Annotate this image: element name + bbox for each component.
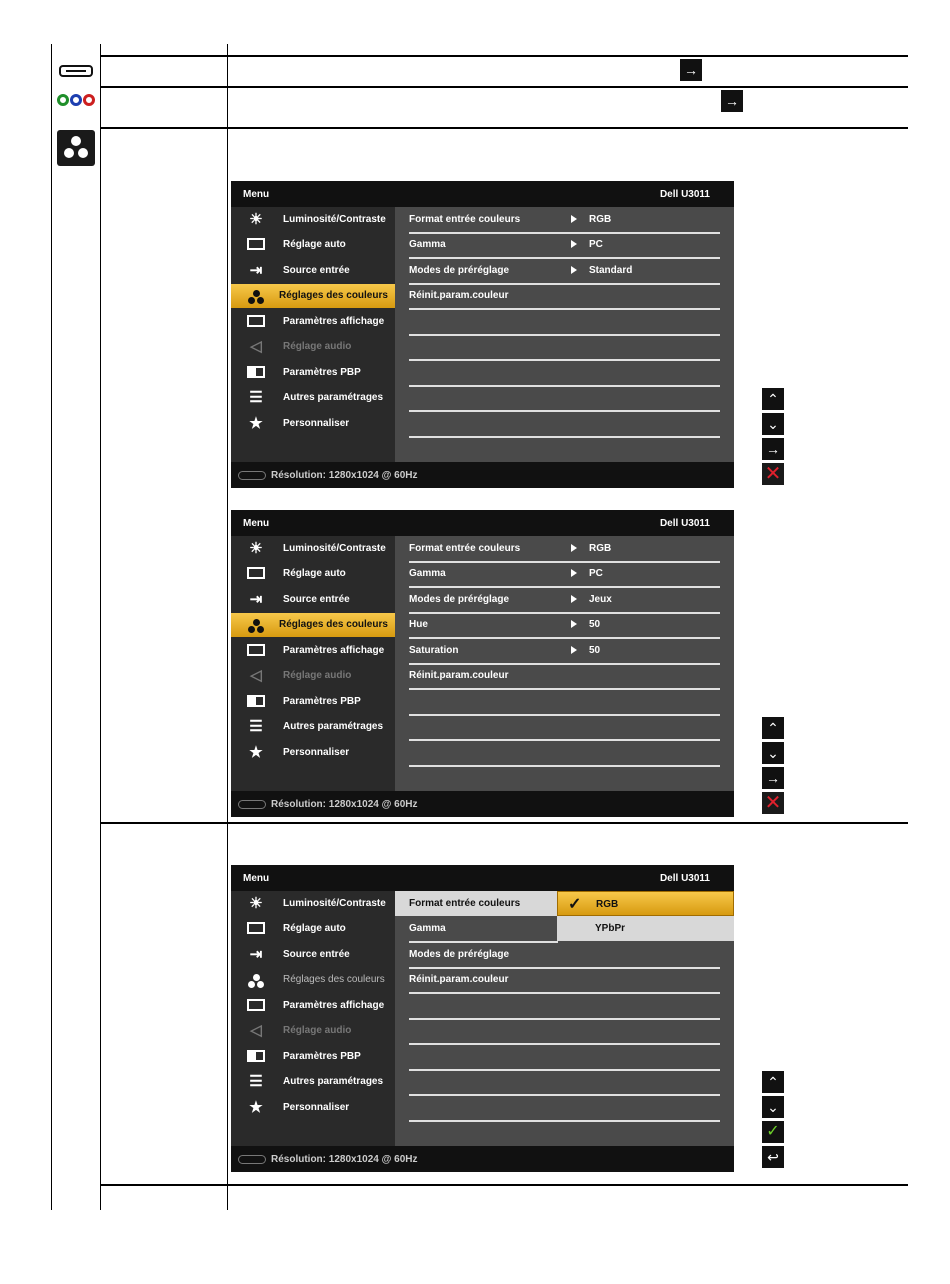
osd-menu-title: Menu bbox=[243, 189, 270, 200]
menu-item-pbp[interactable] bbox=[231, 1045, 395, 1069]
menu-item-personalize[interactable] bbox=[231, 1096, 395, 1120]
menu-item-auto-adjust[interactable] bbox=[231, 233, 395, 257]
menu-item-brightness[interactable] bbox=[231, 537, 395, 561]
setting-value: RGB bbox=[589, 214, 612, 225]
menu-item-label: Paramètres PBP bbox=[283, 1051, 361, 1062]
menu-item-display-settings[interactable] bbox=[231, 994, 395, 1018]
empty-row bbox=[409, 741, 720, 767]
menu-item-brightness[interactable] bbox=[231, 208, 395, 232]
menu-item-label: Paramètres affichage bbox=[283, 316, 385, 327]
setting-row[interactable] bbox=[409, 233, 720, 259]
up-button[interactable]: ⌃ bbox=[762, 717, 784, 739]
osd-header bbox=[231, 510, 734, 536]
menu-item-input-source[interactable] bbox=[231, 588, 395, 612]
confirm-button[interactable]: ✓ bbox=[762, 1121, 784, 1143]
setting-row[interactable] bbox=[409, 284, 720, 310]
setting-label: Réinit.param.couleur bbox=[409, 974, 509, 985]
color-settings-icon bbox=[245, 971, 267, 989]
menu-item-label: Personnaliser bbox=[283, 747, 350, 758]
input-source-icon: ⇥ bbox=[249, 262, 263, 279]
setting-row[interactable] bbox=[409, 562, 720, 588]
menu-item-audio bbox=[231, 335, 395, 359]
submenu-arrow-icon bbox=[571, 595, 577, 603]
submenu-arrow-icon bbox=[571, 266, 577, 274]
sliders-icon: ☰ bbox=[249, 1073, 263, 1090]
menu-item-pbp[interactable] bbox=[231, 690, 395, 714]
setting-row[interactable] bbox=[409, 208, 720, 234]
setting-row[interactable] bbox=[409, 613, 720, 639]
grid-line bbox=[100, 55, 908, 57]
menu-item-label: Réglage audio bbox=[283, 1025, 352, 1036]
brightness-icon: ☀ bbox=[249, 895, 263, 912]
submenu-arrow-icon bbox=[571, 646, 577, 654]
grid-line bbox=[100, 1184, 908, 1186]
menu-item-personalize[interactable] bbox=[231, 741, 395, 765]
menu-item-color-settings[interactable] bbox=[231, 284, 395, 308]
setting-row[interactable] bbox=[409, 664, 720, 690]
grid-line bbox=[100, 86, 908, 88]
input-source-icon: ⇥ bbox=[249, 591, 263, 608]
menu-item-input-source[interactable] bbox=[231, 259, 395, 283]
menu-item-personalize[interactable] bbox=[231, 412, 395, 436]
osd-model-name: Dell U3011 bbox=[659, 518, 710, 529]
auto-adjust-icon bbox=[245, 920, 267, 938]
option-ypbpr[interactable] bbox=[557, 916, 734, 941]
sliders-icon: ☰ bbox=[249, 389, 263, 406]
osd-body bbox=[231, 536, 734, 791]
empty-row bbox=[409, 386, 720, 412]
osd-body bbox=[231, 207, 734, 462]
back-button[interactable]: ↩ bbox=[762, 1146, 784, 1168]
up-button[interactable]: ⌃ bbox=[762, 1071, 784, 1093]
empty-row bbox=[409, 1045, 720, 1071]
option-rgb[interactable] bbox=[557, 891, 734, 916]
menu-item-label: Source entrée bbox=[283, 594, 350, 605]
selected-setting-row[interactable] bbox=[395, 891, 557, 916]
setting-value: PC bbox=[589, 568, 603, 579]
empty-row bbox=[409, 335, 720, 361]
osd-menu-title: Menu bbox=[243, 873, 270, 884]
osd-main-menu bbox=[231, 891, 395, 1146]
grid-line bbox=[227, 44, 228, 1210]
star-icon: ★ bbox=[249, 1099, 263, 1116]
display-settings-icon bbox=[245, 642, 267, 660]
setting-row[interactable] bbox=[409, 537, 720, 563]
setting-value: Standard bbox=[589, 265, 633, 276]
setting-label: Gamma bbox=[409, 568, 446, 579]
setting-row[interactable] bbox=[409, 259, 720, 285]
enter-button[interactable]: → bbox=[762, 438, 784, 460]
empty-row bbox=[409, 412, 720, 438]
enter-button[interactable]: → bbox=[762, 767, 784, 789]
osd-body bbox=[231, 891, 734, 1146]
submenu-arrow-icon bbox=[571, 620, 577, 628]
green-connector-icon bbox=[57, 94, 69, 106]
menu-item-display-settings[interactable] bbox=[231, 639, 395, 663]
menu-item-other-settings[interactable] bbox=[231, 1070, 395, 1094]
menu-item-label: Réglages des couleurs bbox=[279, 619, 388, 630]
menu-item-audio bbox=[231, 1019, 395, 1043]
osd-menu-color-settings-games bbox=[231, 510, 734, 817]
pbp-icon bbox=[245, 364, 267, 382]
osd-model-name: Dell U3011 bbox=[659, 873, 710, 884]
speaker-icon: ◁ bbox=[250, 338, 262, 355]
setting-row[interactable] bbox=[409, 639, 720, 665]
menu-item-label: Autres paramétrages bbox=[283, 392, 384, 403]
setting-label: Format entrée couleurs bbox=[409, 898, 521, 909]
osd-menu-color-settings bbox=[231, 181, 734, 488]
osd-menu-title: Menu bbox=[243, 518, 270, 529]
blue-connector-icon bbox=[70, 94, 82, 106]
setting-label: Format entrée couleurs bbox=[409, 543, 521, 554]
setting-label: Gamma bbox=[409, 239, 446, 250]
grid-line bbox=[100, 44, 101, 1210]
grid-line bbox=[100, 822, 908, 824]
color-settings-icon bbox=[245, 616, 267, 634]
empty-row bbox=[409, 310, 720, 336]
menu-item-label: Luminosité/Contraste bbox=[283, 214, 386, 225]
setting-value: RGB bbox=[589, 543, 612, 554]
down-button[interactable]: ⌄ bbox=[762, 1096, 784, 1118]
exit-button[interactable]: ✕ bbox=[762, 792, 784, 814]
option-label: YPbPr bbox=[595, 923, 626, 934]
hdmi-icon bbox=[59, 65, 93, 77]
menu-item-label: Personnaliser bbox=[283, 418, 350, 429]
setting-value: Jeux bbox=[589, 594, 612, 605]
auto-adjust-icon bbox=[245, 236, 267, 254]
empty-row bbox=[409, 690, 720, 716]
osd-header bbox=[231, 865, 734, 891]
menu-item-label: Réglages des couleurs bbox=[283, 974, 385, 985]
vga-icon bbox=[238, 800, 266, 809]
setting-row[interactable] bbox=[409, 968, 720, 994]
submenu-arrow-icon bbox=[571, 215, 577, 223]
setting-value: 50 bbox=[589, 645, 601, 656]
setting-label: Gamma bbox=[409, 923, 446, 934]
down-button[interactable]: ⌄ bbox=[762, 413, 784, 435]
empty-row bbox=[409, 1096, 720, 1122]
menu-item-display-settings[interactable] bbox=[231, 310, 395, 334]
menu-item-label: Personnaliser bbox=[283, 1102, 350, 1113]
osd-main-menu bbox=[231, 536, 395, 791]
star-icon: ★ bbox=[249, 415, 263, 432]
setting-value: PC bbox=[589, 239, 603, 250]
speaker-icon: ◁ bbox=[250, 667, 262, 684]
setting-label: Modes de préréglage bbox=[409, 949, 510, 960]
empty-row bbox=[409, 994, 720, 1020]
option-label: RGB bbox=[596, 899, 619, 910]
resolution-text: Résolution: 1280x1024 @ 60Hz bbox=[271, 470, 418, 481]
menu-item-label: Paramètres PBP bbox=[283, 696, 361, 707]
menu-item-input-source[interactable] bbox=[231, 943, 395, 967]
menu-item-label: Réglages des couleurs bbox=[279, 290, 388, 301]
menu-item-label: Réglage auto bbox=[283, 923, 346, 934]
speaker-icon: ◁ bbox=[250, 1022, 262, 1039]
vga-icon bbox=[238, 471, 266, 480]
resolution-text: Résolution: 1280x1024 @ 60Hz bbox=[271, 799, 418, 810]
menu-item-label: Autres paramétrages bbox=[283, 721, 384, 732]
empty-row bbox=[409, 1019, 720, 1045]
color-settings-icon bbox=[245, 287, 267, 305]
display-settings-icon bbox=[245, 313, 267, 331]
menu-item-label: Luminosité/Contraste bbox=[283, 543, 386, 554]
osd-main-menu bbox=[231, 207, 395, 462]
submenu-arrow-icon bbox=[571, 544, 577, 552]
menu-item-pbp[interactable] bbox=[231, 361, 395, 385]
setting-label: Modes de préréglage bbox=[409, 265, 510, 276]
menu-item-label: Source entrée bbox=[283, 949, 350, 960]
menu-item-label: Réglage audio bbox=[283, 341, 352, 352]
pbp-icon bbox=[245, 1048, 267, 1066]
grid-line bbox=[51, 44, 52, 1210]
setting-value: 50 bbox=[589, 619, 601, 630]
menu-item-audio bbox=[231, 664, 395, 688]
input-source-icon: ⇥ bbox=[249, 946, 263, 963]
up-button[interactable]: ⌃ bbox=[762, 388, 784, 410]
osd-model-name: Dell U3011 bbox=[659, 189, 710, 200]
osd-footer bbox=[231, 791, 734, 817]
menu-item-label: Réglage audio bbox=[283, 670, 352, 681]
grid-line bbox=[100, 127, 908, 129]
empty-row bbox=[409, 361, 720, 387]
setting-label: Saturation bbox=[409, 645, 459, 656]
enter-arrow-icon: → bbox=[721, 90, 743, 112]
setting-row[interactable] bbox=[409, 943, 720, 969]
setting-row[interactable] bbox=[409, 917, 558, 943]
down-button[interactable]: ⌄ bbox=[762, 742, 784, 764]
setting-label: Modes de préréglage bbox=[409, 594, 510, 605]
vga-icon bbox=[238, 1155, 266, 1164]
menu-item-label: Réglage auto bbox=[283, 568, 346, 579]
setting-label: Réinit.param.couleur bbox=[409, 290, 509, 301]
osd-menu-input-color-format bbox=[231, 865, 734, 1172]
menu-item-color-settings[interactable] bbox=[231, 613, 395, 637]
setting-label: Format entrée couleurs bbox=[409, 214, 521, 225]
empty-row bbox=[409, 1070, 720, 1096]
menu-item-auto-adjust[interactable] bbox=[231, 917, 395, 941]
menu-item-label: Luminosité/Contraste bbox=[283, 898, 386, 909]
menu-item-label: Paramètres affichage bbox=[283, 1000, 385, 1011]
menu-item-label: Réglage auto bbox=[283, 239, 346, 250]
empty-row bbox=[409, 715, 720, 741]
sliders-icon: ☰ bbox=[249, 718, 263, 735]
menu-item-label: Paramètres affichage bbox=[283, 645, 385, 656]
menu-item-color-settings[interactable] bbox=[231, 968, 395, 992]
brightness-icon: ☀ bbox=[249, 211, 263, 228]
menu-item-label: Autres paramétrages bbox=[283, 1076, 384, 1087]
resolution-text: Résolution: 1280x1024 @ 60Hz bbox=[271, 1154, 418, 1165]
menu-item-label: Paramètres PBP bbox=[283, 367, 361, 378]
star-icon: ★ bbox=[249, 744, 263, 761]
checkmark-icon: ✓ bbox=[568, 896, 582, 913]
display-settings-icon bbox=[245, 997, 267, 1015]
osd-footer bbox=[231, 462, 734, 488]
menu-item-auto-adjust[interactable] bbox=[231, 562, 395, 586]
osd-footer bbox=[231, 1146, 734, 1172]
component-video-icon bbox=[57, 94, 97, 108]
submenu-arrow-icon bbox=[571, 569, 577, 577]
submenu-arrow-icon bbox=[571, 240, 577, 248]
setting-label: Hue bbox=[409, 619, 428, 630]
pbp-icon bbox=[245, 693, 267, 711]
red-connector-icon bbox=[83, 94, 95, 106]
exit-button[interactable]: ✕ bbox=[762, 463, 784, 485]
setting-label: Réinit.param.couleur bbox=[409, 670, 509, 681]
osd-header bbox=[231, 181, 734, 207]
auto-adjust-icon bbox=[245, 565, 267, 583]
menu-item-label: Source entrée bbox=[283, 265, 350, 276]
setting-row[interactable] bbox=[409, 588, 720, 614]
menu-item-other-settings[interactable] bbox=[231, 386, 395, 410]
enter-arrow-icon: → bbox=[680, 59, 702, 81]
menu-item-brightness[interactable] bbox=[231, 892, 395, 916]
color-settings-icon bbox=[57, 130, 95, 166]
menu-item-other-settings[interactable] bbox=[231, 715, 395, 739]
brightness-icon: ☀ bbox=[249, 540, 263, 557]
